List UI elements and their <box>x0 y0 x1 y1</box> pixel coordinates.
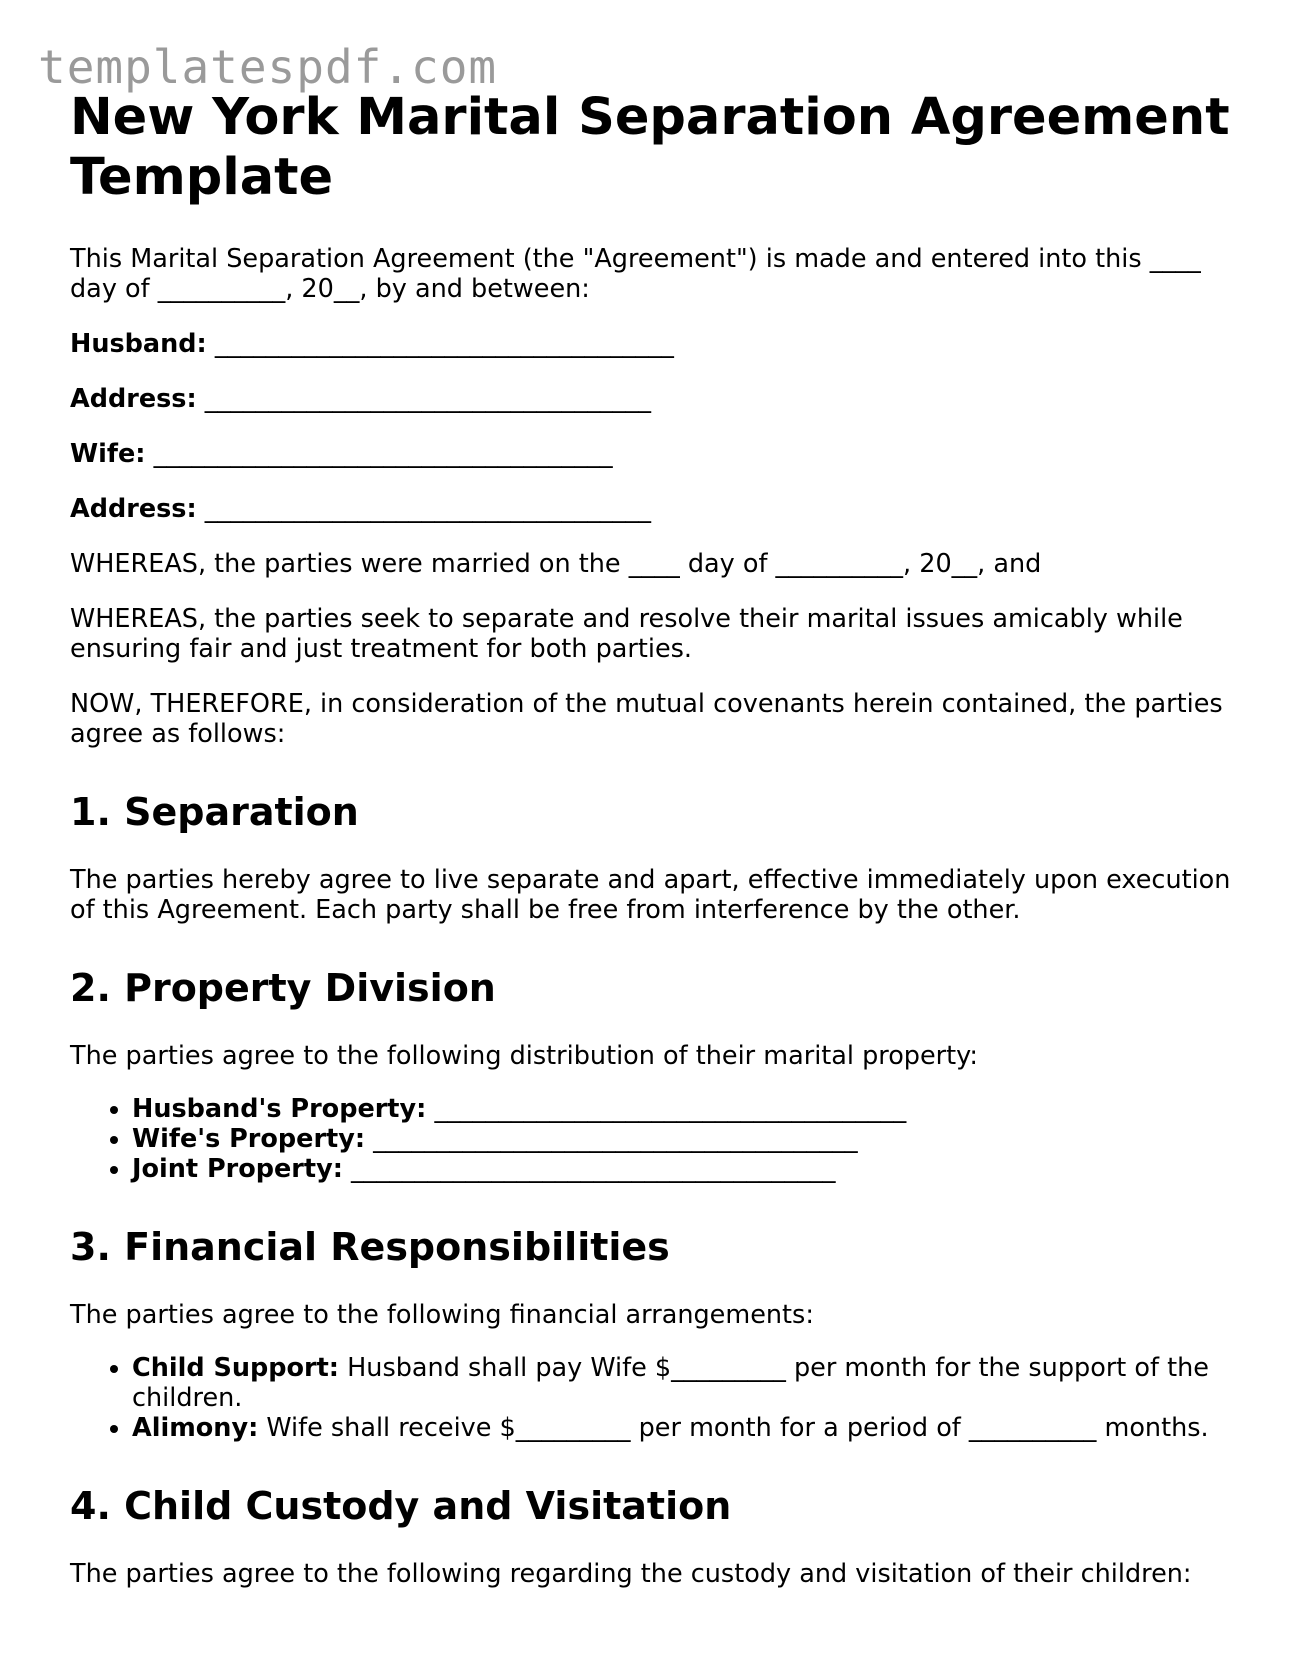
list-item <box>132 1094 1240 1124</box>
item-label: Alimony: <box>132 1413 259 1443</box>
whereas-married: WHEREAS, the parties were married on the ____ day of __________, 20__, and <box>70 549 1042 579</box>
blank-line: ______________________________________ <box>373 1124 858 1154</box>
list-item <box>132 1124 1240 1154</box>
document <box>70 88 1240 1589</box>
whereas-separate: WHEREAS, the parties seek to separate and resolve their marital issues amicably while ensuring fair and just treatment for both parties. <box>70 604 1183 664</box>
financial-text: The parties agree to the following financial arrangements: <box>70 1300 814 1330</box>
now-therefore: NOW, THEREFORE, in consideration of the mutual covenants herein contained, the parties agree as follows: <box>70 689 1223 749</box>
blank-line: ___________________________________ <box>204 494 652 524</box>
separation-text: The parties hereby agree to live separate and apart, effective immediately upon execution of this Agreement. Each party shall be free from interference by the other. <box>70 865 1231 925</box>
property-list <box>70 1094 1240 1184</box>
blank-line: ____________________________________ <box>153 439 613 469</box>
item-text: Wife shall receive $_________ per month for a period of __________ months. <box>266 1413 1209 1443</box>
blank-line: ___________________________________ <box>204 384 652 414</box>
field-label: Address: <box>70 384 197 414</box>
field-label: Wife: <box>70 439 146 469</box>
wife-field <box>70 439 1240 469</box>
item-label: Husband's Property: <box>132 1094 427 1124</box>
document-title: New York Marital Separation Agreement Template <box>70 88 1230 207</box>
wife-address-field <box>70 494 1240 524</box>
item-label: Child Support: <box>132 1353 339 1383</box>
section-heading-separation: 1. Separation <box>70 790 359 834</box>
section-heading-financial: 3. Financial Responsibilities <box>70 1225 670 1269</box>
financial-list <box>70 1353 1240 1443</box>
custody-text: The parties agree to the following regarding the custody and visitation of their children: <box>70 1559 1192 1589</box>
blank-line: ______________________________________ <box>351 1154 836 1184</box>
husband-address-field <box>70 384 1240 414</box>
intro-paragraph: This Marital Separation Agreement (the "Agreement") is made and entered into this ____ day of __________, 20__, by and between: <box>70 244 1201 304</box>
field-label: Husband: <box>70 329 207 359</box>
list-item <box>132 1413 1240 1443</box>
husband-field <box>70 329 1240 359</box>
property-text: The parties agree to the following distribution of their marital property: <box>70 1041 978 1071</box>
watermark: templatespdf.com <box>38 40 498 94</box>
list-item <box>132 1353 1240 1413</box>
item-label: Wife's Property: <box>132 1124 366 1154</box>
field-label: Address: <box>70 494 197 524</box>
blank-line: ____________________________________ <box>214 329 674 359</box>
list-item <box>132 1154 1240 1184</box>
section-heading-custody: 4. Child Custody and Visitation <box>70 1484 732 1528</box>
item-text: Husband shall pay Wife $_________ per month for the support of the children. <box>132 1353 1209 1413</box>
section-heading-property: 2. Property Division <box>70 966 496 1010</box>
item-label: Joint Property: <box>132 1154 343 1184</box>
blank-line: _____________________________________ <box>434 1094 907 1124</box>
